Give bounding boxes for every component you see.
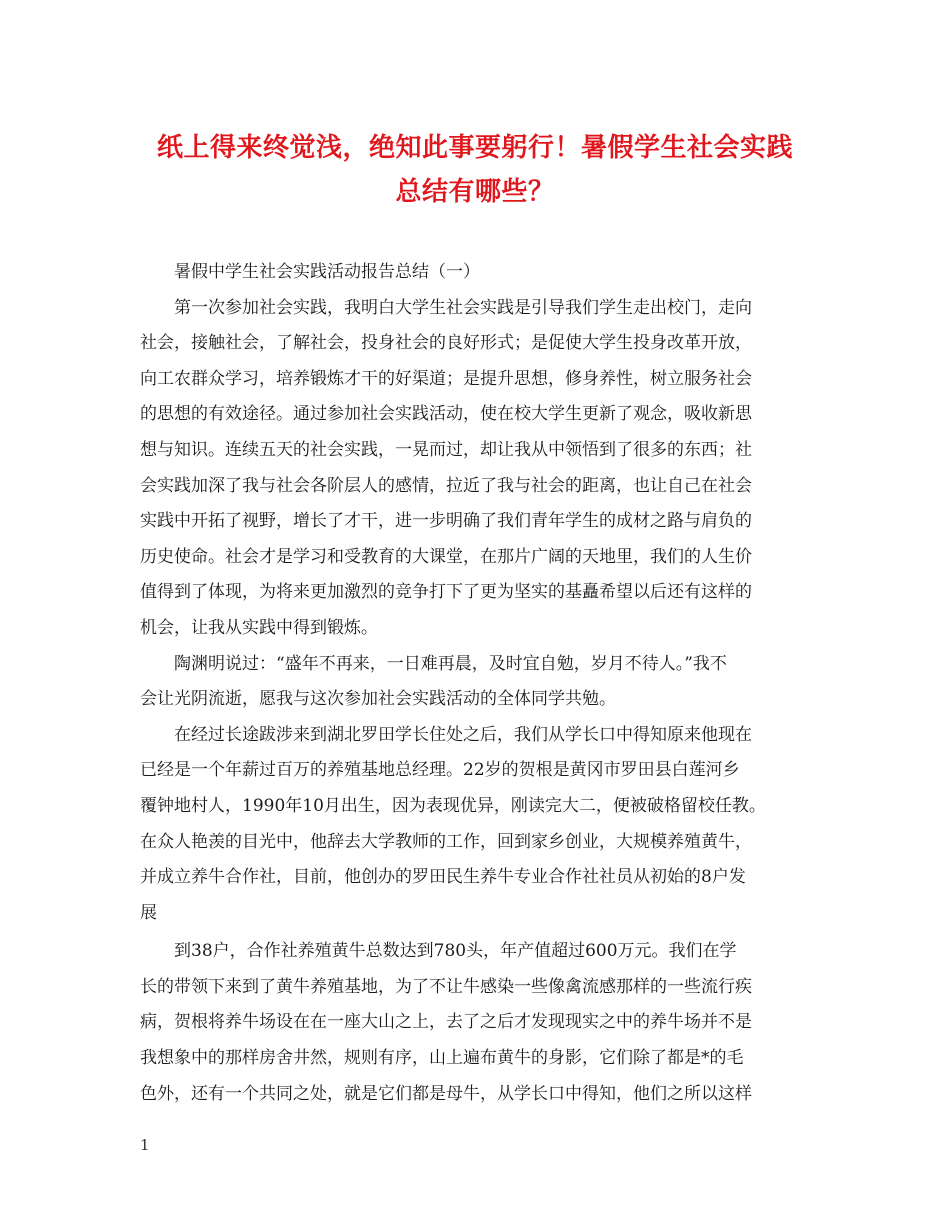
text-line: 值得到了体现，为将来更加激烈的竞争打下了更为坚实的基矗希望以后还有这样的 (140, 582, 752, 603)
text-line: 会实践加深了我与社会各阶层人的感情，拉近了我与社会的距离，也让自己在社会 (140, 475, 752, 496)
text-line: 社会，接触社会，了解社会，投身社会的良好形式；是促使大学生投身改革开放， (140, 333, 752, 354)
text-line: 长的带领下来到了黄牛养殖基地，为了不让牛感染一些像禽流感那样的一些流行疾 (140, 976, 752, 997)
text-line: 实践中开拓了视野，增长了才干，进一步明确了我们青年学生的成材之路与肩负的 (140, 511, 752, 532)
text-line: 向工农群众学习，培养锻炼才干的好渠道；是提升思想，修身养性，树立服务社会 (140, 368, 752, 389)
text-line: 会让光阴流逝，愿我与这次参加社会实践活动的全体同学共勉。 (140, 689, 616, 710)
text-line: 机会，让我从实践中得到锻炼。 (140, 617, 378, 638)
text-line: 第一次参加社会实践，我明白大学生社会实践是引导我们学生走出校门，走向 (174, 297, 752, 318)
text-line: 已经是一个年薪过百万的养殖基地总经理。22岁的贺根是黄冈市罗田县白莲河乡 (140, 760, 740, 781)
text-line: 的思想的有效途径。通过参加社会实践活动，使在校大学生更新了观念，吸收新思 (140, 404, 752, 425)
text-line: 我想象中的那样房舍井然，规则有序，山上遍布黄牛的身影，它们除了都是*的毛 (140, 1048, 744, 1069)
text-line: 想与知识。连续五天的社会实践，一晃而过，却让我从中领悟到了很多的东西；社 (140, 439, 752, 460)
text-line: 陶渊明说过：“盛年不再来，一日难再晨，及时宜自勉，岁月不待人。”我不 (174, 653, 727, 674)
title-line-2: 总结有哪些？ (395, 177, 555, 207)
text-line: 色外，还有一个共同之处，就是它们都是母牛，从学长口中得知，他们之所以这样 (140, 1083, 752, 1104)
text-line: 病，贺根将养牛场设在在一座大山之上，去了之后才发现现实之中的养牛场并不是 (140, 1012, 752, 1033)
page-number: 1 (140, 1136, 150, 1154)
document-body (140, 255, 812, 1112)
page-title (120, 126, 830, 214)
text-line: 并成立养牛合作社，目前，他创办的罗田民生养牛专业合作社社员从初始的8户发 (140, 867, 746, 888)
section-heading: 暑假中学生社会实践活动报告总结（一） (174, 262, 480, 282)
text-line: 到38户，合作社养殖黄牛总数达到780头，年产值超过600万元。我们在学 (174, 941, 737, 962)
text-line: 历史使命。社会才是学习和受教育的大课堂，在那片广阔的天地里，我们的人生价 (140, 546, 752, 567)
text-line: 在经过长途跋涉来到湖北罗田学长住处之后，我们从学长口中得知原来他现在 (174, 724, 752, 745)
text-line: 覆钟地村人，1990年10月出生，因为表现优异，刚读完大二，便被破格留校任教。 (140, 795, 766, 816)
text-line: 在众人艳羡的目光中，他辞去大学教师的工作，回到家乡创业，大规模养殖黄牛， (140, 831, 752, 852)
text-line: 展 (140, 902, 157, 923)
title-line-1: 纸上得来终觉浅，绝知此事要躬行！暑假学生社会实践 (156, 133, 793, 163)
